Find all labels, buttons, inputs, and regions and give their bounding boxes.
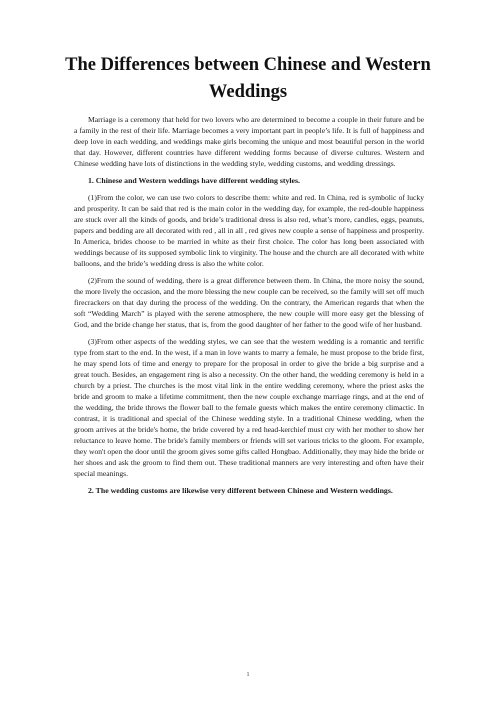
section-1-paragraph-sound: (2)From the sound of wedding, there is a great difference between them. In China, the more noisy the sound, the more lively the occasion, and the more blessing the new couple can be received, so the family will set off much firecrackers on that day during the process of the wedding. On the contrary, the American regards that when the soft “Wedding March” is played with the serene atmosphere, the new couple will more easy get the blessing of God, and the bride change her status, that is, from the good daughter of her father to the good wife of her husband.	[74, 276, 424, 329]
intro-paragraph: Marriage is a ceremony that held for two lovers who are determined to become a couple in their future and be a family in the rest of their life. Marriage becomes a very important part in people’s life. It is full of happiness and deep love in each wedding, and weddings make girls becoming the unique and most beautiful person in the world that day. However, different countries have different wedding forms because of diverse cultures. Western and Chinese wedding have lots of distinctions in the wedding style, wedding customs, and wedding dressings.	[74, 115, 424, 168]
document-title: The Differences between Chinese and Western Weddings	[65, 55, 431, 102]
page-number: 1	[246, 672, 250, 678]
document-body	[74, 114, 424, 502]
section-1-heading: 1. Chinese and Western weddings have different wedding styles.	[88, 176, 300, 185]
section-2-heading: 2. The wedding customs are likewise very different between Chinese and Western weddings.	[88, 486, 393, 495]
section-1-paragraph-other: (3)From other aspects of the wedding styles, we can see that the western wedding is a romantic and terrific type from start to the end. In the west, if a man in love wants to marry a female, he must propose to the bride first, he may spend lots of time and energy to prepare for the proposal in order to give the bride a big surprise and a great touch. Besides, an engagement ring is also a necessity. On the other hand, the wedding ceremony is held in a church by a priest. The churches is the most vital link in the entire wedding ceremony, where the priest asks the bride and groom to make a lifetime commitment, then the new couple exchange marriage rings, and at the end of the wedding, the bride throws the flower ball to the female guests which makes the entire ceremony climactic. In contrast, it is traditional and special of the Chinese wedding style. In a traditional Chinese wedding, when the groom arrives at the bride's home, the bride covered by a red head-kerchief must cry with her mother to show her reluctance to leave home. The bride's family members or friends will set various tricks to the gloom. For example, they won't open the door until the groom gives some gifts called Hongbao. Additionally, they may hide the bride or her shoes and ask the groom to find them out. These traditional manners are very interesting and often have their special meanings.	[74, 337, 424, 478]
section-1-paragraph-color: (1)From the color, we can use two colors to describe them: white and red. In China, red is symbolic of lucky and prosperity. It can be said that red is the main color in the wedding day, for example, the red-double happiness are stuck over all the kinds of goods, and bride’s traditional dress is also red, what’s more, candles, eggs, peanuts, papers and bedding are all decorated with red , all in all , red gives new couple a sense of happiness and prosperity. In America, brides choose to be married in white as their first choice. The color has long been associated with weddings because of its supposed symbolic link to virginity. The house and the church are all decorated with white balloons, and the bride’s wedding dress is also the white color.	[74, 193, 424, 268]
